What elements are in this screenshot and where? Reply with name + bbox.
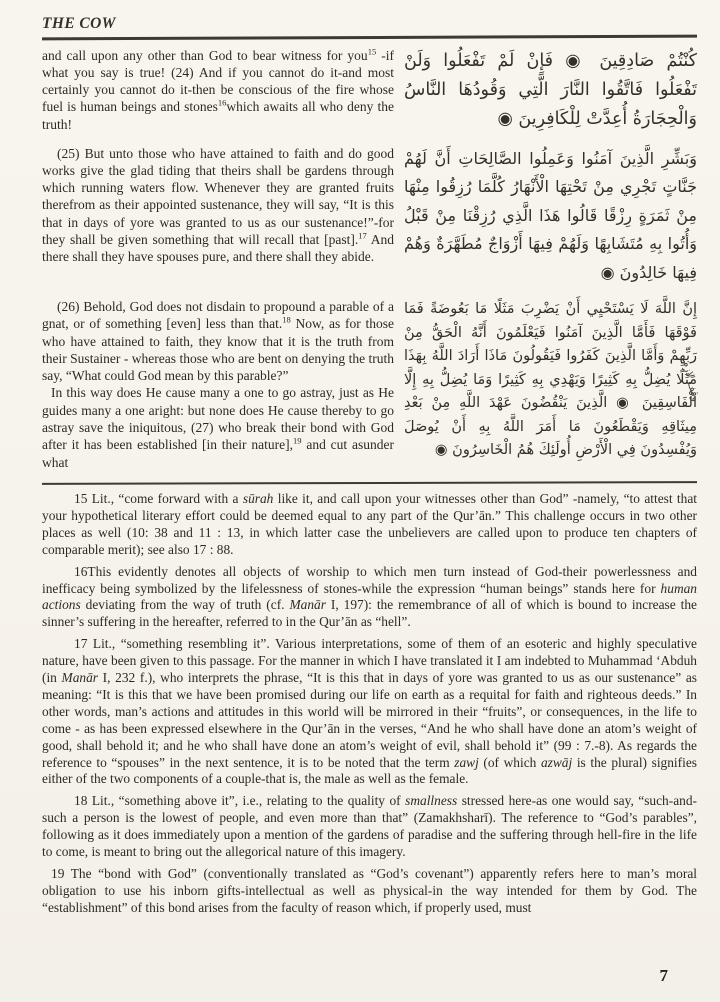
footnote-16: 16This evidently denotes all objects of worship to which men turn instead of God-their powerlessness and inefficacy being symbolized by the lifelessness of stones-while the expression “human beings” stands here for human actions deviating from the way of truth (cf. Manār I, 197): the remembrance of all of which is bound to increase the sinner’s suffering in the hereafter, referred to in the Qur’ān as “hell”. xyxy=(42,563,697,630)
arabic-margin-note: وقف لازم xyxy=(680,359,702,403)
footnote-19: 19 The “bond with God” (conventionally translated as “God’s covenant”) apparently refers here to man’s moral obligation to use his inborn gifts-intellectual as well as physical-in the way intended for them by God. The “establishment” of this bond arises from the faculty of reason which, if properly used, must xyxy=(42,866,697,915)
chapter-title: THE COW xyxy=(42,15,116,32)
footnote-18: 18 Lit., “something above it”, i.e., relating to the quality of smallness stressed here-as one would say, “such-and-such a person is the lowest of people, and even more than that” (Zamakhsharī). The reference to “God’s parables”, following as it does immediately upon a mention of the gardens of paradise and the suffering through hell-fire in the life to come, is meant to bring out the allegorical nature of this imagery. xyxy=(42,793,698,860)
content-row-1 xyxy=(42,47,697,134)
english-column xyxy=(42,298,394,471)
arabic-verse-block-2: وَبَشِّرِ الَّذِينَ آمَنُوا وَعَمِلُوا الصَّالِحَاتِ أَنَّ لَهُمْ جَنَّاتٍ تَجْرِي مِنْ تَحْتِهَا الْأَنْهَارُ كُلَّمَا رُزِقُوا مِنْهَا مِنْ ثَمَرَةٍ رِزْقًا قَالُوا هَذَا الَّذِي رُزِقْنَا مِنْ قَبْلُ وَأُتُوا بِهِ مُتَشَابِهًا وَلَهُمْ فِيهَا أَزْوَاجٌ مُطَهَّرَةٌ وَهُمْ فِيهَا خَالِدُونَ ◉ xyxy=(404,148,697,282)
content-row-3 xyxy=(42,298,697,471)
arabic-verse-block-3: إِنَّ اللَّهَ لَا يَسْتَحْيِي أَنْ يَضْرِبَ مَثَلًا مَا بَعُوضَةً فَمَا فَوْقَهَا فَأَمَّا الَّذِينَ آمَنُوا فَيَعْلَمُونَ أَنَّهُ الْحَقُّ مِنْ رَبِّهِمْ وَأَمَّا الَّذِينَ كَفَرُوا فَيَقُولُونَ مَاذَا أَرَادَ اللَّهُ بِهَذَا مَثَلًا يُضِلُّ بِهِ كَثِيرًا وَيَهْدِي بِهِ كَثِيرًا وَمَا يُضِلُّ بِهِ إِلَّا الْفَاسِقِينَ ◉ الَّذِينَ يَنْقُضُونَ عَهْدَ اللَّهِ مِنْ بَعْدِ مِيثَاقِهِ وَيَقْطَعُونَ مَا أَمَرَ اللَّهُ بِهِ أَنْ يُوصَلَ وَيُفْسِدُونَ فِي الْأَرْضِ أُولَئِكَ هُمُ الْخَاسِرُونَ ◉ xyxy=(404,301,697,458)
english-paragraph-v27: In this way does He cause many a one to go astray, just as He guides many a one aright: but none does He cause thereby to go astray save the iniquitous, (27) who break their bond with God after it has been established [in their nature],$^{19}$ and cut asunder what xyxy=(42,385,395,470)
footnote-separator-rule xyxy=(42,481,697,485)
page-number: 7 xyxy=(659,966,668,985)
footnote-15: 15 Lit., “come forward with a sūrah like it, and call upon your witnesses other than God” -namely, “to attest that your hypothetical literary effort could be deemed equal to any part of the Qur’ān.” This challenge occurs in two other places as well (10: 38 and 11 : 13, in which latter case the unbelievers are called upon to produce ten chapters of comparable merit); see also 17 : 88. xyxy=(42,490,698,557)
english-paragraph-v24: and call upon any other than God to bear witness for you$^{15}$ -if what you say is true! (24) And if you cannot do it-and most certainly you cannot do it-then be conscious of the fire whose fuel is human beings and stones$^{16}$which awaits all who deny the truth! xyxy=(42,46,394,132)
content-row-2 xyxy=(42,145,697,288)
english-column xyxy=(42,145,394,288)
footnote-17: 17 Lit., “something resembling it”. Various interpretations, some of them of an esoteric and highly speculative nature, have been given to this passage. For the manner in which I have translated it I am indebted to Muhammad ‘Abduh (in Manār I, 232 f.), who interprets the phrase, “It is this that in days of yore was granted to us as our sustenance” as meaning: “It is this that we have been promised during our life on earth as a requital for faith and righteous deeds.” In other words, man’s actions and attitudes in this world will be mirrored in their “fruits”, or consequences, in the life to come - as has been expressed elsewhere in the Qur’ān in the verses, “And he who shall have done an atom’s weight of good, shall behold it; and he who shall have done an atom’s weight of evil, shall behold it” (99 : 7.-8). As regards the reference to “spouses” in the next sentence, it is to be noted that the term zawj (of which azwāj is the plural) signifies either of the two components of a couple-that is, the male as well as the female. xyxy=(42,636,697,787)
header-rule xyxy=(42,35,697,40)
arabic-verse-block-1: كُنْتُمْ صَادِقِينَ ◉ فَإِنْ لَمْ تَفْعَلُوا وَلَنْ تَفْعَلُوا فَاتَّقُوا النَّارَ الَّتِي وَقُودُهَا النَّاسُ وَالْحِجَارَةُ أُعِدَّتْ لِلْكَافِرِينَ ◉ xyxy=(404,50,697,129)
page-content xyxy=(42,47,697,471)
footnotes-section xyxy=(42,491,697,917)
english-paragraph-v26: (26) Behold, God does not disdain to propound a parable of a gnat, or of something [even] less than that.$^{18}$ Now, as for those who have attained to faith, they know that it is the truth from their Sustainer - whereas those who are bent on denying the truth say, “What could God mean by this parable?” xyxy=(42,299,394,384)
page-header xyxy=(42,15,697,39)
english-column xyxy=(42,47,394,134)
english-paragraph-v25: (25) But unto those who have attained to faith and do good works give the glad tiding that theirs shall be gardens through which running waters flow. Whenever they are granted fruits therefrom as their appointed sustenance, they will say, “It is this that in days of yore was granted to us as our sustenance!”-for they shall be given something that will recall that [past].$^{17}$ And there shall they have spouses pure, and there shall they abide. xyxy=(42,145,394,265)
